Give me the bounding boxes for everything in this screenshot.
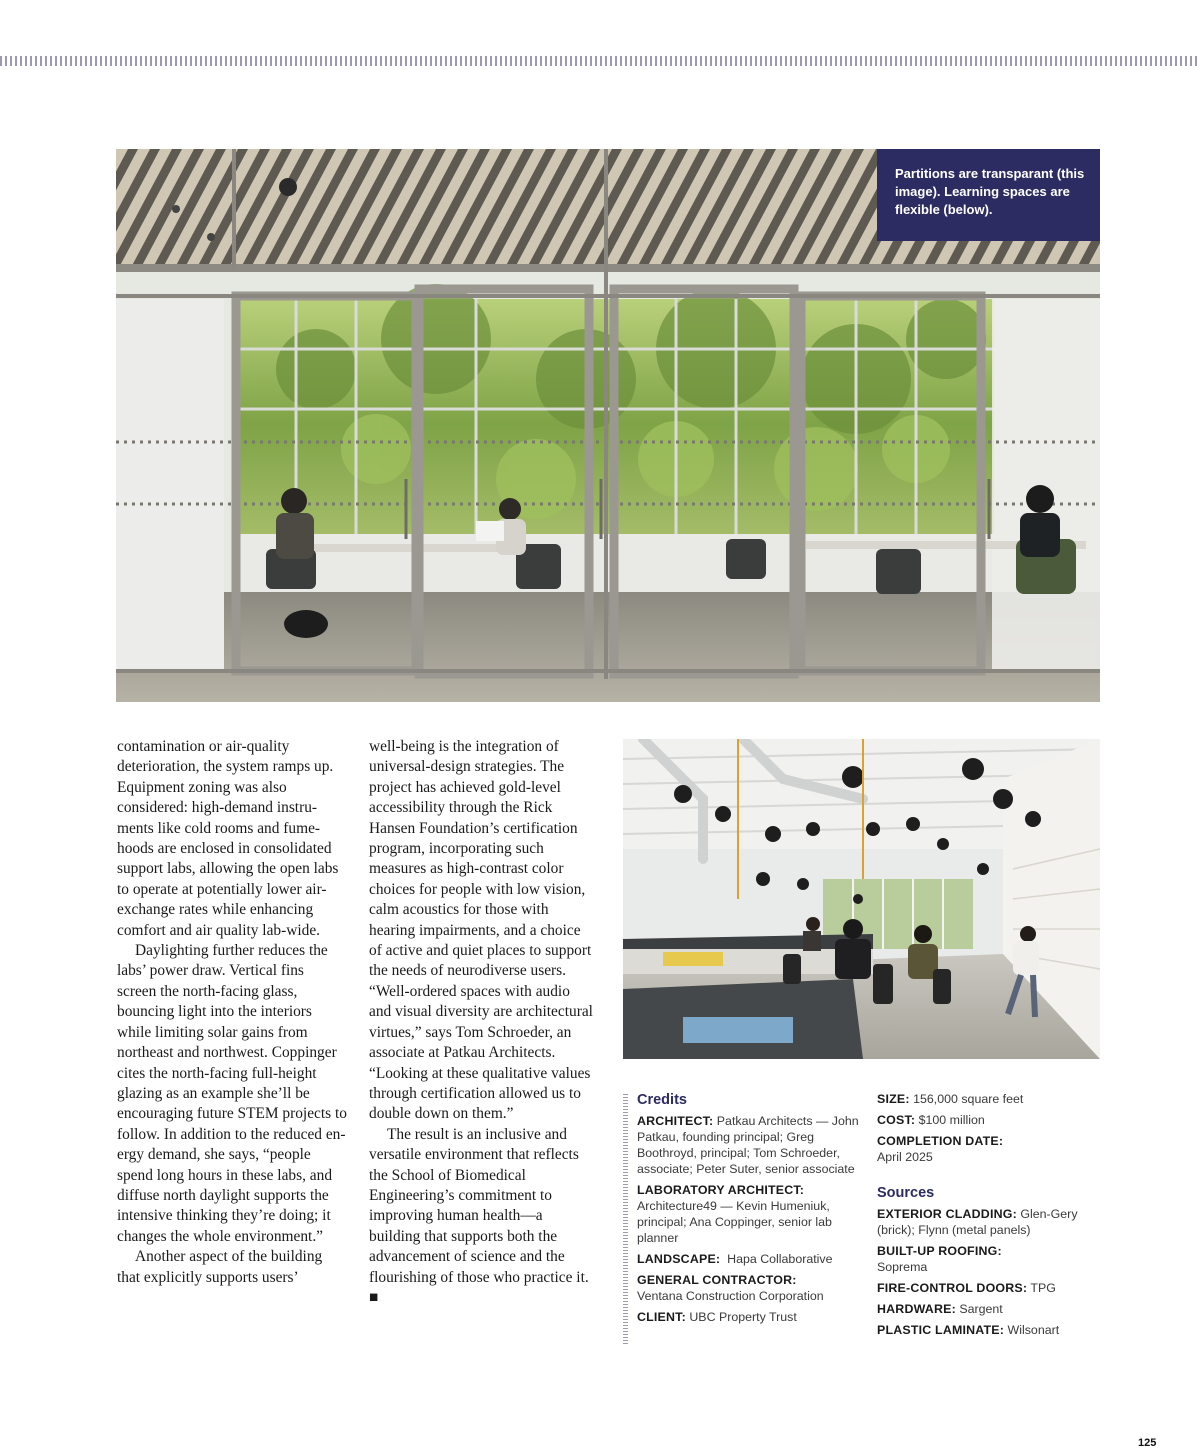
credit-value: Ventana Construction Corporation	[637, 1289, 824, 1303]
source-exterior-cladding	[877, 1206, 1102, 1238]
credit-cost	[877, 1112, 1102, 1128]
source-label: HARDWARE:	[877, 1302, 956, 1316]
credit-general-contractor	[637, 1272, 859, 1304]
paragraph: well-being is the integration of universal-design strategies. The project has achieved gold-level accessibility through the Rick Hansen Foundation’s certification program, incorporating such measures as high-contrast color choices for people with low vision, calm acoustics for those with hearing impairments, and a choice of active and quiet places to support the needs of neurodiverse users. “Well-ordered spaces with audio and visual diversity are architectural virtues,” says Tom Schroeder, an associate at Patkau Architects. “Looking at these qualitative values through certification allowed us to double down on them.”	[369, 738, 593, 1123]
credit-label: COMPLETION DATE:	[877, 1134, 1004, 1148]
paragraph: contamination or air-quality deterioration, the system ramps up. Equipment zoning was also considered: high-demand instruments like cold rooms and fumehoods are enclosed in consolidated support labs, allowing the open labs to operate at potentially lower air-exchange rates while enhancing comfort and air quality lab-wide.	[117, 738, 339, 939]
credit-label: GENERAL CONTRACTOR:	[637, 1273, 797, 1287]
credits-list	[637, 1091, 859, 1330]
credit-landscape	[637, 1251, 859, 1267]
top-dashed-rule	[0, 56, 1200, 66]
article-column-2	[369, 737, 593, 1308]
source-value: Wilsonart	[1007, 1323, 1060, 1337]
article-column-1	[117, 737, 347, 1288]
credit-value: Architecture49 — Kevin Humeniuk, principal; Ana Coppinger, senior lab planner	[637, 1199, 832, 1245]
credit-label: ARCHITECT:	[637, 1114, 714, 1128]
credit-label: SIZE:	[877, 1092, 910, 1106]
source-value: Glen-Gery (brick); Flynn (metal panels)	[877, 1207, 1078, 1237]
credit-architect	[637, 1113, 859, 1177]
credit-lab-architect	[637, 1182, 859, 1246]
credits-heading: Credits	[637, 1092, 687, 1108]
source-value: Sargent	[959, 1302, 1003, 1316]
credit-label: COST:	[877, 1113, 916, 1127]
source-built-up-roofing	[877, 1243, 1102, 1275]
credit-label: LANDSCAPE:	[637, 1252, 721, 1266]
source-label: PLASTIC LAMINATE:	[877, 1323, 1005, 1337]
project-facts-and-sources	[877, 1091, 1102, 1343]
credit-completion-date	[877, 1133, 1102, 1165]
credit-value: Hapa Collaborative	[727, 1252, 833, 1266]
credit-client	[637, 1309, 859, 1325]
credit-value: UBC Property Trust	[689, 1310, 797, 1324]
credit-value: $100 million	[918, 1113, 985, 1127]
source-label: EXTERIOR CLADDING:	[877, 1207, 1017, 1221]
sources-heading: Sources	[877, 1185, 935, 1201]
photo-caption: Partitions are transparant (this image). Learning spaces are flexible (below).	[877, 149, 1100, 241]
source-hardware	[877, 1301, 1102, 1317]
credits-dotted-rule	[623, 1094, 628, 1344]
paragraph: Another aspect of the building that explicitly supports users’	[117, 1248, 323, 1286]
source-label: BUILT-UP ROOFING:	[877, 1244, 1002, 1258]
page-number: 125	[1138, 1437, 1157, 1449]
credit-label: LABORATORY ARCHITECT:	[637, 1183, 805, 1197]
credit-value: April 2025	[877, 1150, 933, 1164]
source-fire-control-doors	[877, 1280, 1102, 1296]
credit-value: Patkau Architects — John Patkau, founding principal; Greg Boothroyd, principal; Tom Schroeder, associate; Peter Suter, senior associate	[637, 1114, 859, 1176]
source-label: FIRE-CONTROL DOORS:	[877, 1281, 1028, 1295]
credit-size	[877, 1091, 1102, 1107]
source-value: Soprema	[877, 1260, 928, 1274]
credit-value: 156,000 square feet	[913, 1092, 1024, 1106]
source-plastic-laminate	[877, 1322, 1102, 1338]
lab-photo	[623, 739, 1100, 1059]
source-value: TPG	[1030, 1281, 1056, 1295]
paragraph: The result is an inclusive and versatile environment that reflects the School of Biomedical Engineering’s commitment to improving human health—a building that supports both the advancement of science and the flourishing of those who practice it. ■	[369, 1125, 589, 1306]
credit-label: CLIENT:	[637, 1310, 686, 1324]
paragraph: Daylighting further reduces the labs’ power draw. Vertical fins screen the north-facing glass, bouncing light into the interiors while limiting solar gains from northeast and northwest. Coppinger cites the north-facing full-height glazing as an example she’ll be encouraging future STEM projects to follow. In addition to the reduced energy demand, she says, “people spend long hours in these labs, and diffuse north daylight supports the intensive thinking they’re doing; it changes the whole environment.”	[117, 942, 347, 1245]
